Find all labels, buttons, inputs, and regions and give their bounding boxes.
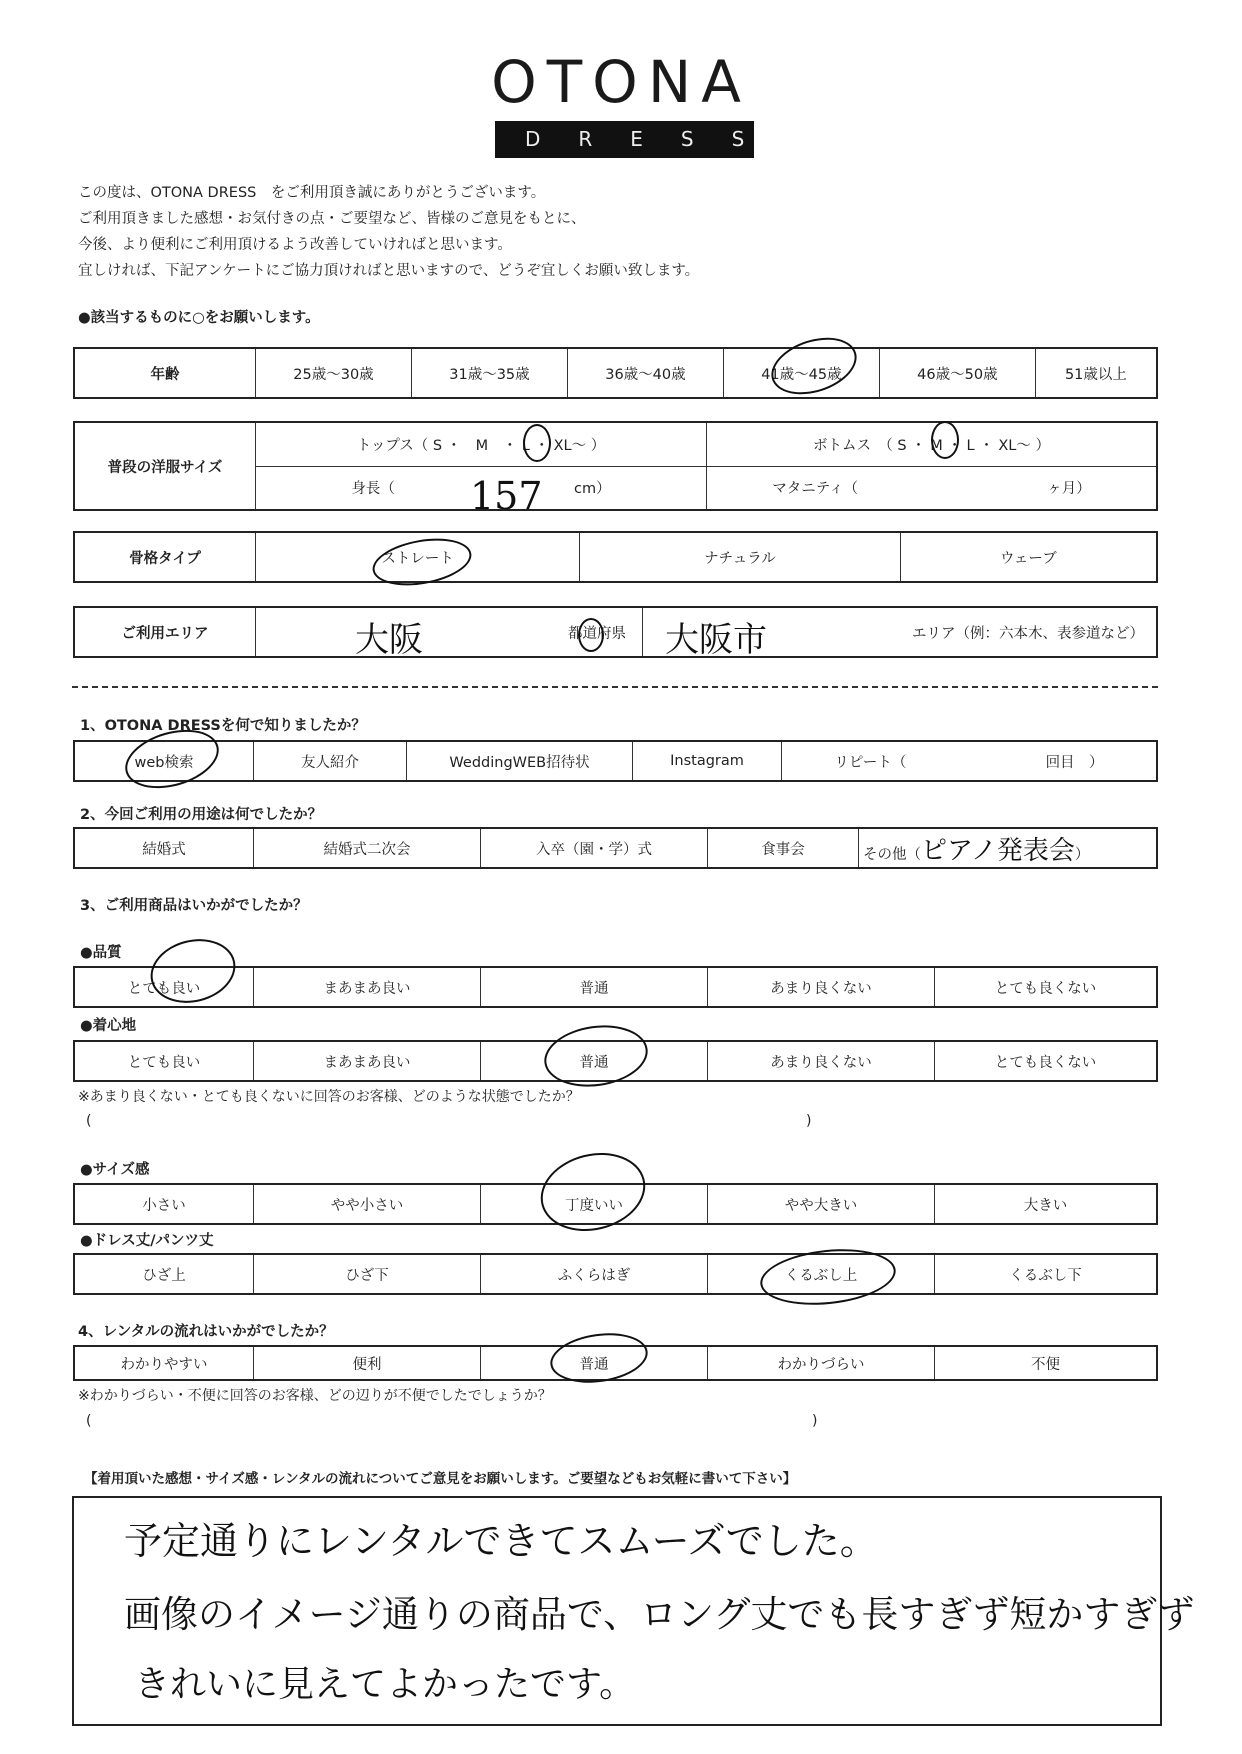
maternity-prefix: マタニティ（: [772, 481, 859, 498]
age-option[interactable]: 25歳～30歳: [256, 348, 412, 398]
length-label: ●ドレス丈/パンツ丈: [80, 1233, 214, 1249]
bottoms-size-option[interactable]: ボトムス （ S ・ M ・ L ・ XL～ ）: [707, 422, 1158, 466]
fit-option[interactable]: 小さい: [74, 1184, 254, 1224]
comment-line: 予定通りにレンタルできてスムーズでした。: [124, 1519, 878, 1563]
other-value: ピアノ発表会: [921, 835, 1075, 866]
q4-comment-open: (: [86, 1413, 92, 1429]
comfort-comment-close: ): [806, 1113, 812, 1129]
q2-option[interactable]: 食事会: [708, 828, 859, 868]
comfort-label: ●着心地: [80, 1018, 137, 1034]
height-suffix: cm）: [574, 481, 611, 498]
area-label: ご利用エリア: [74, 607, 256, 657]
question-4-title: 4、レンタルの流れはいかがでしたか？: [78, 1324, 334, 1340]
prefecture-value: 大阪: [355, 620, 423, 660]
fit-option-selected[interactable]: 丁度いい: [481, 1184, 708, 1224]
area-value: 大阪市: [665, 620, 767, 660]
q4-note: ※わかりづらい・不便に回答のお客様、どの辺りが不便でしたでしょうか？: [78, 1388, 552, 1404]
height-prefix: 身長（: [351, 481, 395, 498]
q1-repeat-option[interactable]: [782, 741, 1158, 781]
selection-circle: [532, 1142, 653, 1241]
selection-circle: [523, 424, 551, 462]
q4-option[interactable]: わかりやすい: [74, 1346, 254, 1380]
maternity-suffix: ヶ月）: [1047, 481, 1091, 498]
q2-option[interactable]: 入卒（園・学）式: [481, 828, 708, 868]
quality-option-selected[interactable]: とても良い: [74, 967, 254, 1007]
frame-label: 骨格タイプ: [74, 532, 256, 582]
intro-text: [78, 180, 699, 284]
comment-title: 【着用頂いた感想・サイズ感・レンタルの流れについてご意見をお願いします。ご要望などもお気軽に書いて下さい】: [84, 1471, 797, 1487]
length-option-selected[interactable]: くるぶし上: [708, 1254, 935, 1294]
comfort-option-selected[interactable]: 普通: [481, 1041, 708, 1081]
brand-logo-subtitle: DRESS: [495, 121, 754, 158]
selection-circle: [578, 618, 604, 652]
question-2-options: [73, 827, 1158, 869]
intro-line: 宜しければ、下記アンケートにご協力頂ければと思いますので、どうぞ宜しくお願い致します。: [78, 263, 700, 279]
age-label: 年齢: [74, 348, 256, 398]
q1-option-selected[interactable]: web検索: [74, 741, 254, 781]
frame-option-selected[interactable]: ストレート: [256, 532, 580, 582]
fit-option[interactable]: 大きい: [935, 1184, 1158, 1224]
age-option[interactable]: 31歳～35歳: [411, 348, 567, 398]
quality-option[interactable]: あまり良くない: [708, 967, 935, 1007]
length-option[interactable]: くるぶし下: [935, 1254, 1158, 1294]
age-option[interactable]: 46歳～50歳: [879, 348, 1035, 398]
q2-other-option-selected[interactable]: [859, 828, 1158, 868]
other-label: その他（: [863, 846, 921, 863]
intro-line: 今後、より便利にご利用頂けるよう改善していければと思います。: [78, 237, 512, 253]
q4-option[interactable]: 便利: [254, 1346, 481, 1380]
height-value: 157: [470, 474, 543, 518]
frame-option[interactable]: ウェーブ: [900, 532, 1157, 582]
q4-option[interactable]: わかりづらい: [708, 1346, 935, 1380]
fit-option[interactable]: やや大きい: [708, 1184, 935, 1224]
area-table: [73, 606, 1158, 658]
comment-line: きれいに見えてよかったです。: [134, 1664, 636, 1705]
q1-option[interactable]: 友人紹介: [254, 741, 407, 781]
tops-size-option[interactable]: トップス（ S ・ M ・ L ・ XL～ ）: [256, 422, 707, 466]
fit-option[interactable]: やや小さい: [254, 1184, 481, 1224]
quality-option[interactable]: まあまあ良い: [254, 967, 481, 1007]
age-option[interactable]: 51歳以上: [1035, 348, 1157, 398]
selection-circle: [931, 421, 959, 459]
question-2-title: 2、今回ご利用の用途は何でしたか？: [80, 807, 323, 823]
length-options: [73, 1253, 1158, 1295]
prefecture-label: 都道府県: [568, 625, 626, 642]
length-option[interactable]: ひざ上: [74, 1254, 254, 1294]
q4-option-selected[interactable]: 普通: [481, 1346, 708, 1380]
comfort-comment-open: (: [86, 1113, 92, 1129]
repeat-count-suffix: 回目 ）: [1045, 754, 1104, 771]
question-3-title: 3、ご利用商品はいかがでしたか？: [80, 898, 308, 914]
section-divider: [72, 686, 1158, 688]
comfort-note: ※あまり良くない・とても良くないに回答のお客様、どのような状態でしたか？: [78, 1089, 580, 1105]
quality-option[interactable]: とても良くない: [935, 967, 1158, 1007]
comment-box[interactable]: [72, 1496, 1195, 1726]
q2-option[interactable]: 結婚式二次会: [254, 828, 481, 868]
question-1-options: [73, 740, 1158, 782]
comment-line: 画像のイメージ通りの商品で、ロング丈でも長すぎず短かすぎず: [124, 1593, 1195, 1636]
quality-label: ●品質: [80, 945, 122, 961]
question-1-title: 1、OTONA DRESSを何で知りましたか？: [80, 718, 366, 734]
size-label: 普段の洋服サイズ: [74, 422, 256, 510]
comfort-option[interactable]: あまり良くない: [708, 1041, 935, 1081]
intro-line: ご利用頂きました感想・お気付きの点・ご要望など、皆様のご意見をもとに、: [78, 211, 586, 227]
quality-options: [73, 966, 1158, 1008]
q1-option[interactable]: WeddingWEB招待状: [407, 741, 633, 781]
maternity-field[interactable]: [707, 466, 1158, 510]
frame-option[interactable]: ナチュラル: [580, 532, 900, 582]
age-option-selected[interactable]: 41歳～45歳: [723, 348, 879, 398]
q4-comment-close: ): [812, 1413, 818, 1429]
frame-type-table: [73, 531, 1158, 583]
age-option[interactable]: 36歳～40歳: [567, 348, 723, 398]
brand-logo-title: OTONA: [491, 48, 751, 116]
intro-line: この度は、OTONA DRESS をご利用頂き誠にありがとうございます。: [78, 185, 546, 201]
q1-option[interactable]: Instagram: [633, 741, 782, 781]
comfort-option[interactable]: とても良くない: [935, 1041, 1158, 1081]
comfort-option[interactable]: まあまあ良い: [254, 1041, 481, 1081]
length-option[interactable]: ふくらはぎ: [481, 1254, 708, 1294]
area-example-label: エリア（例：六本木、表参道など）: [912, 625, 1144, 642]
instruction-text: ●該当するものに○をお願いします。: [78, 310, 320, 326]
clothing-size-table: [73, 421, 1158, 511]
repeat-label: リピート（: [834, 754, 907, 771]
quality-option[interactable]: 普通: [481, 967, 708, 1007]
fit-label: ●サイズ感: [80, 1162, 150, 1178]
length-option[interactable]: ひざ下: [254, 1254, 481, 1294]
other-close: ）: [1074, 846, 1090, 863]
age-table: [73, 347, 1158, 399]
q2-option[interactable]: 結婚式: [74, 828, 254, 868]
comfort-option[interactable]: とても良い: [74, 1041, 254, 1081]
q4-option[interactable]: 不便: [935, 1346, 1158, 1380]
